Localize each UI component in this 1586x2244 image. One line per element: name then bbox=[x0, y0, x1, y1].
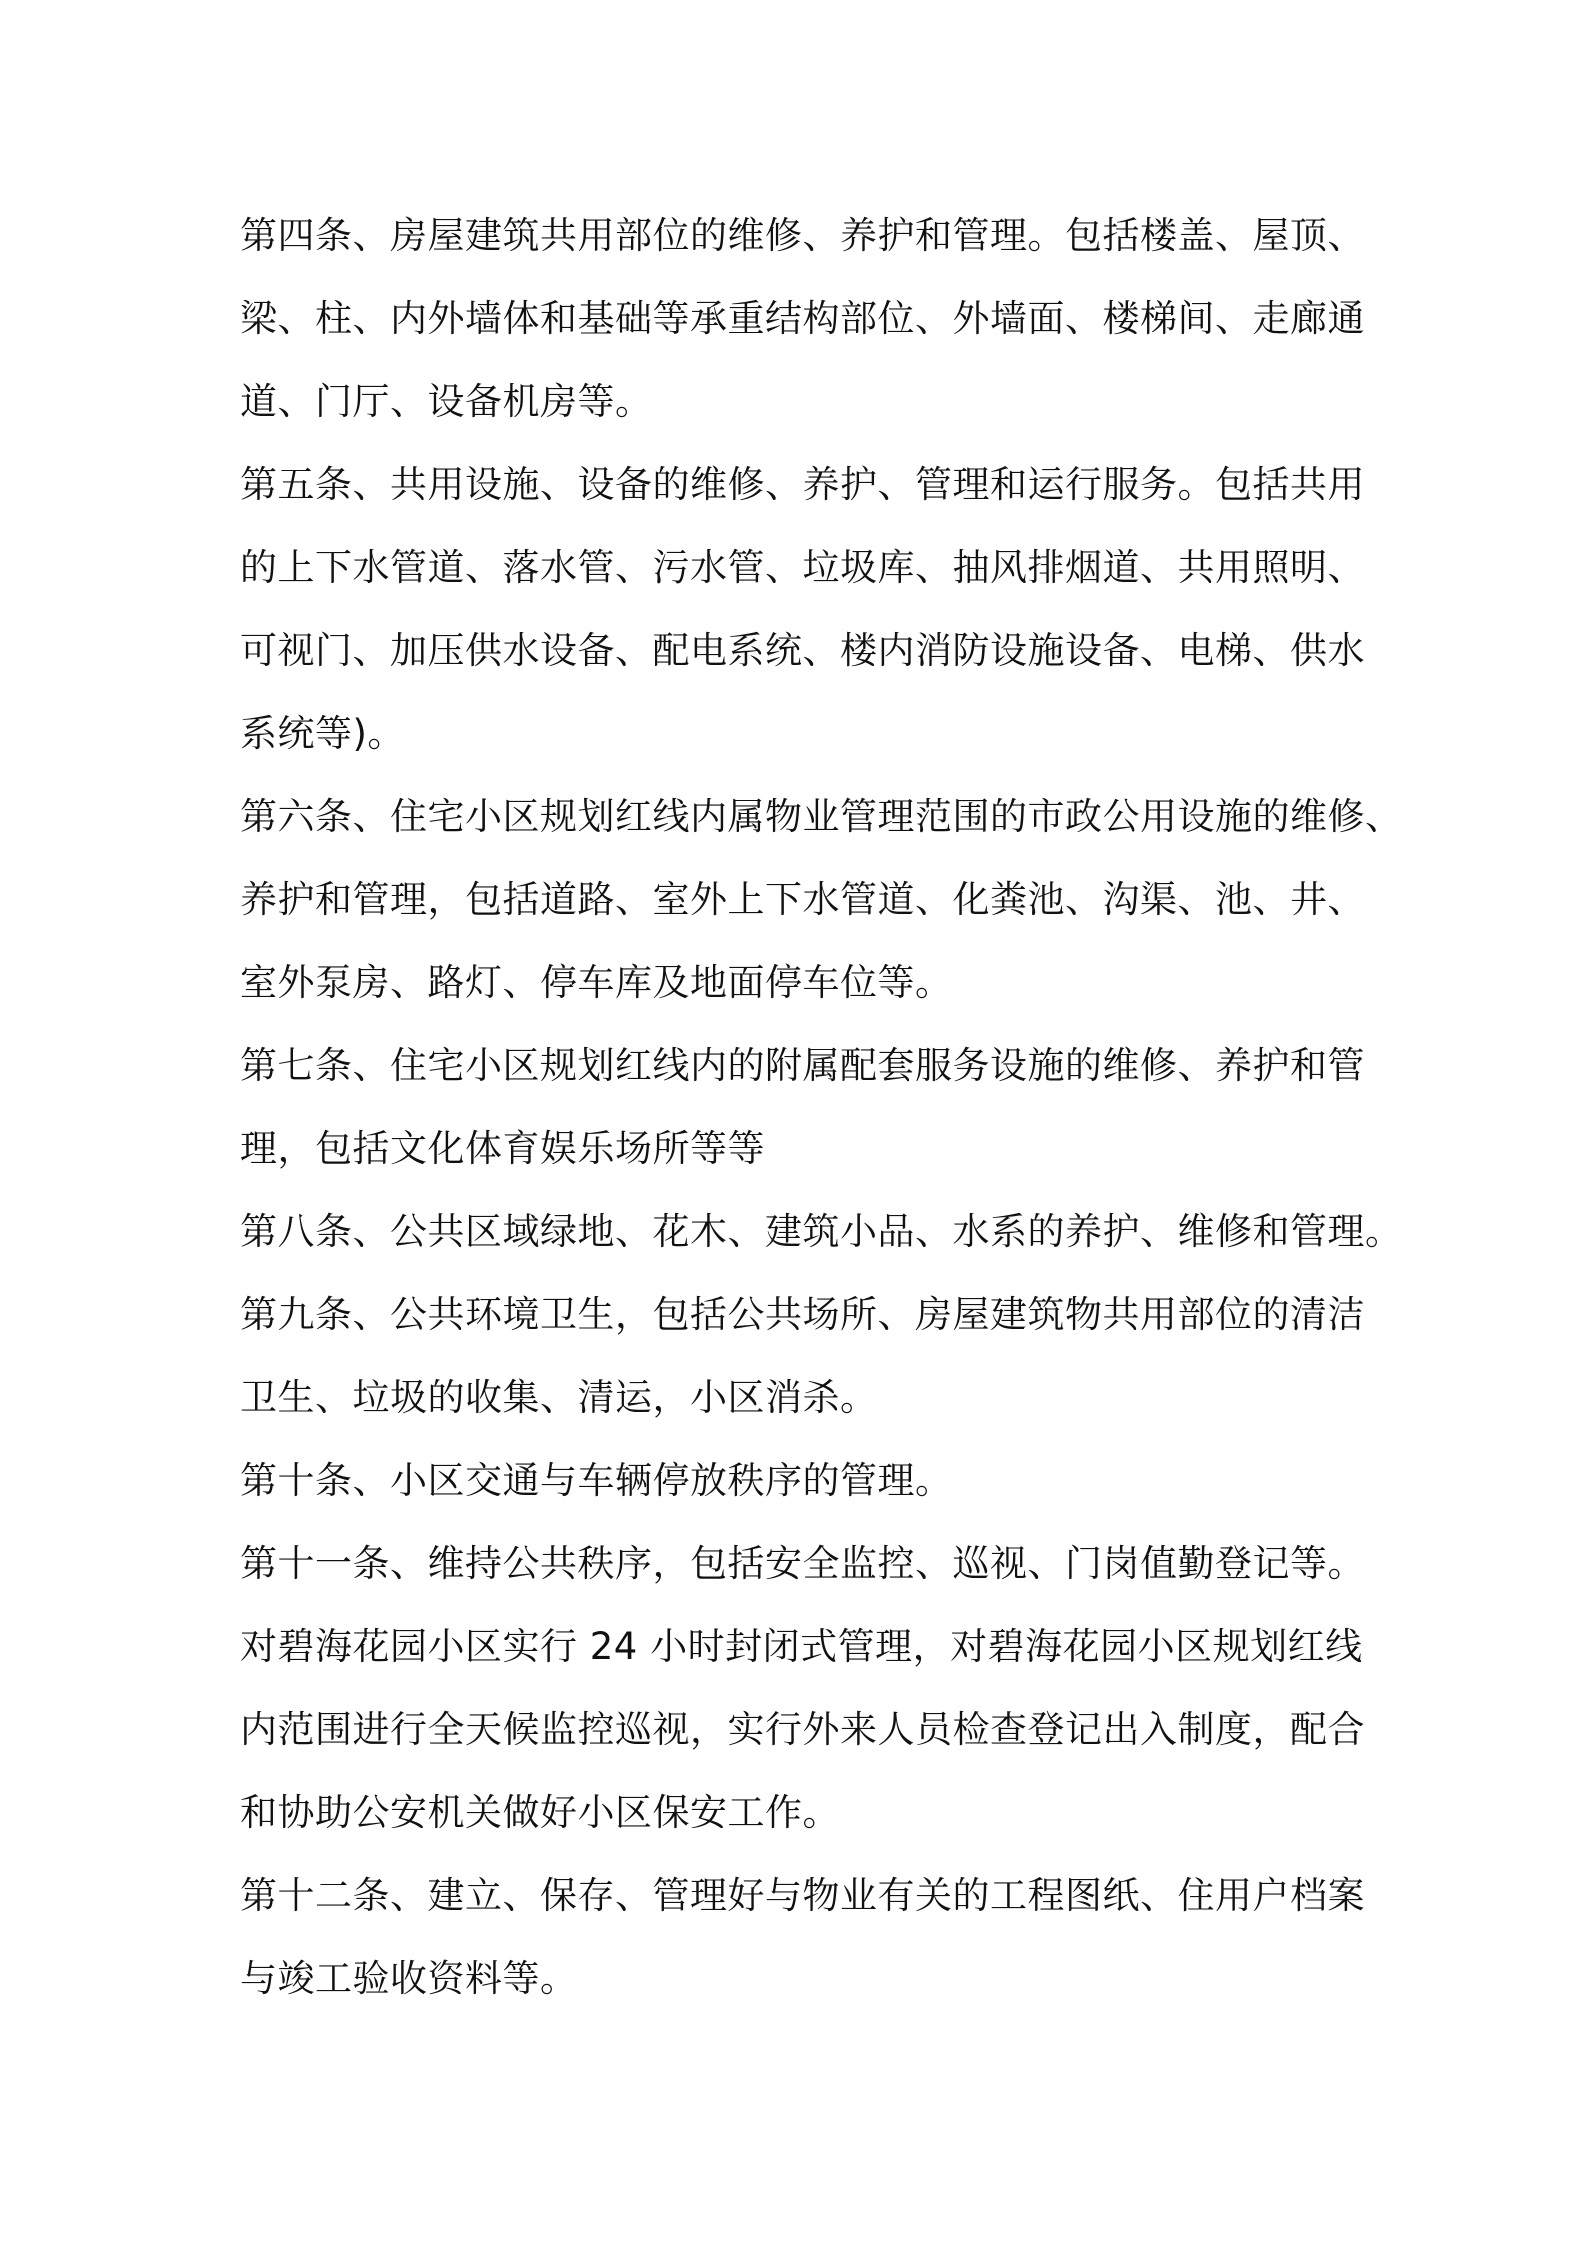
article-5-paragraph bbox=[240, 443, 1365, 775]
article-10-paragraph bbox=[240, 1439, 1360, 1522]
text-line: 室外泵房、路灯、停车库及地面停车位等。 bbox=[240, 961, 953, 1004]
text-line: 可视门、加压供水设备、配电系统、楼内消防设施设备、电梯、供水 bbox=[240, 629, 1365, 672]
article-11-paragraph bbox=[240, 1522, 1365, 1854]
text-line: 第六条、住宅小区规划红线内属物业管理范围的市政公用设施的维修、 bbox=[240, 795, 1403, 838]
text-line: 第五条、共用设施、设备的维修、养护、管理和运行服务。包括共用 bbox=[240, 463, 1365, 506]
text-line: 系统等)。 bbox=[240, 712, 405, 755]
text-line: 卫生、垃圾的收集、清运，小区消杀。 bbox=[240, 1376, 878, 1419]
article-8-paragraph bbox=[240, 1190, 1403, 1273]
text-line: 的上下水管道、落水管、污水管、垃圾库、抽风排烟道、共用照明、 bbox=[240, 546, 1365, 589]
text-line: 第十条、小区交通与车辆停放秩序的管理。 bbox=[240, 1459, 953, 1502]
text-line: 对碧海花园小区实行 24 小时封闭式管理，对碧海花园小区规划红线 bbox=[240, 1625, 1363, 1668]
text-line: 第九条、公共环境卫生，包括公共场所、房屋建筑物共用部位的清洁 bbox=[240, 1293, 1365, 1336]
text-line: 第十二条、建立、保存、管理好与物业有关的工程图纸、住用户档案 bbox=[240, 1874, 1365, 1917]
text-line: 与竣工验收资料等。 bbox=[240, 1957, 578, 2000]
article-6-paragraph bbox=[240, 775, 1403, 1024]
text-line: 第十一条、维持公共秩序，包括安全监控、巡视、门岗值勤登记等。 bbox=[240, 1542, 1365, 1585]
text-line: 内范围进行全天候监控巡视，实行外来人员检查登记出入制度，配合 bbox=[240, 1708, 1365, 1751]
article-4-paragraph bbox=[240, 194, 1365, 443]
text-line: 第八条、公共区域绿地、花木、建筑小品、水系的养护、维修和管理。 bbox=[240, 1210, 1403, 1253]
document-body bbox=[240, 194, 1403, 2020]
article-12-paragraph bbox=[240, 1854, 1365, 2020]
text-line: 养护和管理，包括道路、室外上下水管道、化粪池、沟渠、池、井、 bbox=[240, 878, 1365, 921]
article-7-paragraph bbox=[240, 1024, 1365, 1190]
text-line: 梁、柱、内外墙体和基础等承重结构部位、外墙面、楼梯间、走廊通 bbox=[240, 297, 1365, 340]
article-9-paragraph bbox=[240, 1273, 1365, 1439]
text-line: 理，包括文化体育娱乐场所等等 bbox=[240, 1127, 765, 1170]
text-line: 第七条、住宅小区规划红线内的附属配套服务设施的维修、养护和管 bbox=[240, 1044, 1365, 1087]
text-line: 道、门厅、设备机房等。 bbox=[240, 380, 653, 423]
text-line: 和协助公安机关做好小区保安工作。 bbox=[240, 1791, 840, 1834]
text-line: 第四条、房屋建筑共用部位的维修、养护和管理。包括楼盖、屋顶、 bbox=[240, 214, 1365, 257]
